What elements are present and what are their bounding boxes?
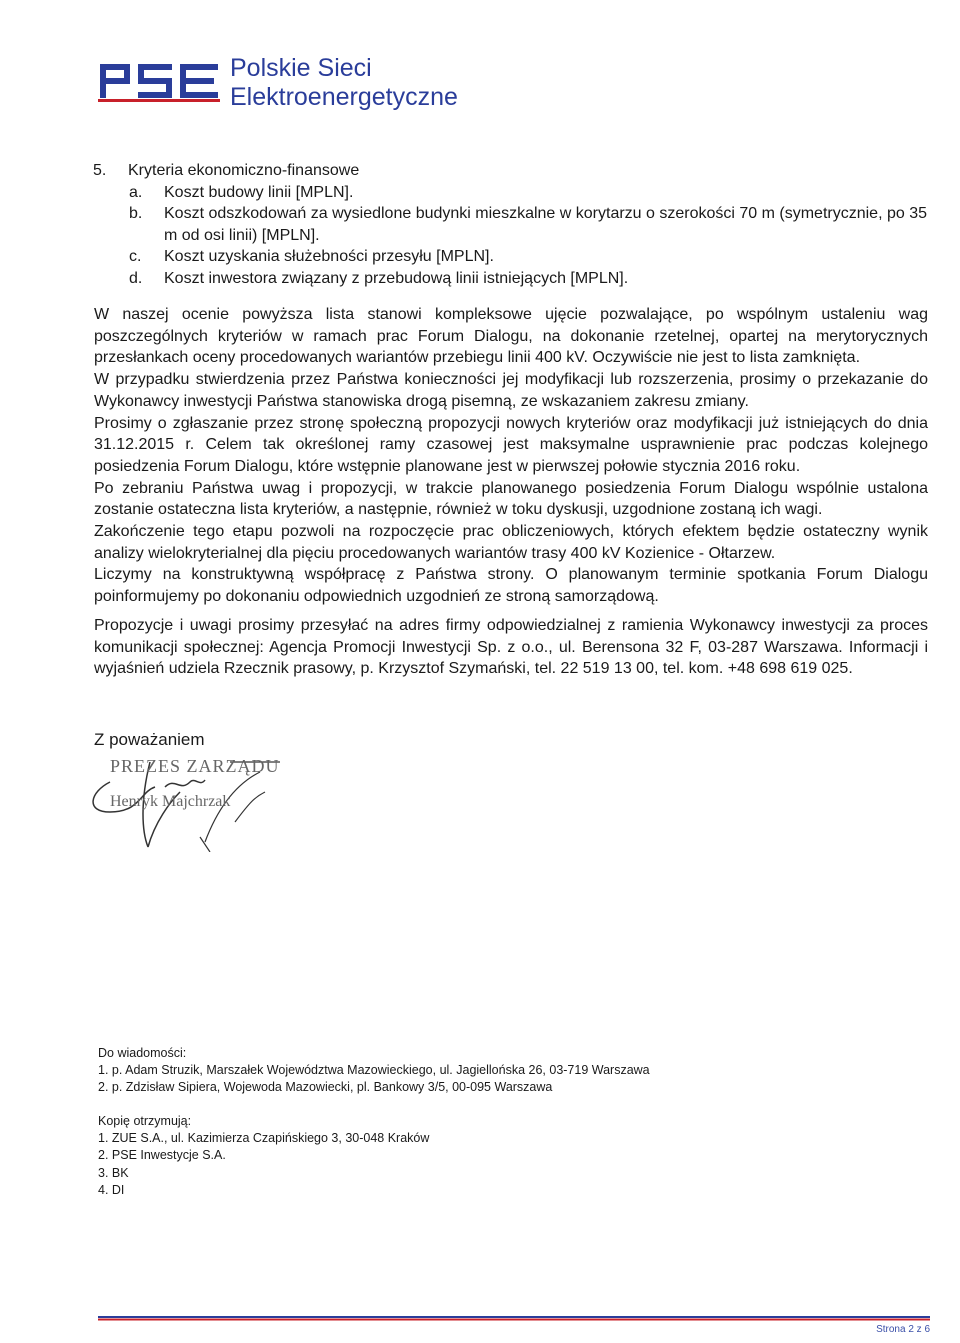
body-paragraph <box>94 304 928 608</box>
company-logo <box>98 52 478 112</box>
copy-recipient-item: 1. ZUE S.A., ul. Kazimierza Czapińskiego 3, 30-048 Kraków <box>98 1131 430 1146</box>
company-name-line2: Elektroenergetyczne <box>230 83 458 111</box>
body-sentence: W przypadku stwierdzenia przez Państwa konieczności jej modyfikacji lub rozszerzenia, prosimy o przekazanie do Wykonawcy inwestycji Państwa stanowiska drogą pisemną, ze wskazaniem zakresu zmiany. <box>94 371 928 410</box>
criteria-title: Kryteria ekonomiczno-finansowe <box>128 162 360 179</box>
recipient-item: 2. p. Zdzisław Sipiera, Wojewoda Mazowiecki, pl. Bankowy 3/5, 00-095 Warszawa <box>98 1080 553 1095</box>
copy-recipient-item: 4. DI <box>98 1182 125 1197</box>
pse-logo-icon <box>98 58 223 104</box>
body-sentence: W naszej ocenie powyższa lista stanowi kompleksowe ujęcie pozwalające, po wspólnym ustaleniu wag poszczególnych kryteriów w ramach prac Forum Dialogu, na dokonanie rzetelnej, opartej na merytorycznych przesłankach oceny procedowanych wariantów przebiegu linii 400 kV. Oczywiście nie jest to lista zamknięta. <box>94 306 928 367</box>
contact-paragraph <box>94 615 928 680</box>
company-name <box>230 54 458 112</box>
criteria-item-text: Koszt odszkodowań za wysiedlone budynki mieszkalne w korytarzu o szerokości 70 m (symetrycznie, po 35 m od osi linii) [MPLN]. <box>164 205 927 244</box>
criteria-item-letter: b. <box>129 205 143 222</box>
copies-section <box>98 1113 429 1199</box>
body-sentence: Prosimy o zgłaszanie przez stronę społeczną propozycji nowych kryteriów oraz modyfikacji już istniejących do dnia 31.12.2015 r. Celem tak określonej ramy czasowej jest maksymalne usprawnienie prac podczas kolejnego posiedzenia Forum Dialogu, które wstępnie planowane jest w pierwszej połowie stycznia 2016 roku. <box>94 414 928 475</box>
body-sentence: Zakończenie tego etapu pozwoli na rozpoczęcie prac obliczeniowych, których efektem będzie ostateczny wynik analizy wielokryterialnej dla pięciu procedowanych wariantów trasy 400 kV Kozienice - Ołtarzew. <box>94 523 928 562</box>
stamp-title: PREZES ZARZĄDU <box>110 756 280 776</box>
copy-recipient-item: 3. BK <box>98 1165 129 1180</box>
criteria-item <box>129 246 933 268</box>
criteria-item-letter: c. <box>129 248 142 265</box>
recipient-item: 1. p. Adam Struzik, Marszałek Województwa Mazowieckiego, ul. Jagiellońska 26, 03-719 Warszawa <box>98 1063 650 1078</box>
copy-recipient-item: 2. PSE Inwestycje S.A. <box>98 1148 226 1163</box>
contact-text: Propozycje i uwagi prosimy przesyłać na adres firmy odpowiedzialnej z ramienia Wykonawcy inwestycji za proces komunikacji społecznej: Agencja Promocji Inwestycji Sp. z o.o., ul. Berensona 32 F, 03-287 Warszawa. Informacji i wyjaśnień udziela Rzecznik prasowy, p. Krzysztof Szymański, tel. 22 519 13 00, tel. kom. +48 698 619 025. <box>94 617 928 678</box>
criteria-section <box>93 160 933 289</box>
criteria-item-text: Koszt inwestora związany z przebudową linii istniejących [MPLN]. <box>164 269 629 287</box>
recipients-info-section <box>98 1045 650 1097</box>
footer-divider <box>98 1316 930 1321</box>
company-name-line1: Polskie Sieci <box>230 54 372 82</box>
criteria-item-letter: d. <box>129 269 143 287</box>
criteria-number: 5. <box>93 162 107 179</box>
criteria-item <box>129 203 933 246</box>
body-sentence: Po zebraniu Państwa uwag i propozycji, w trakcie planowanego posiedzenia Forum Dialogu wspólnie ustalona zostanie ostateczna lista kryteriów, a następnie, również w toku dyskusji, uzgodnione zostaną ich wagi. <box>94 479 928 519</box>
copies-heading: Kopię otrzymują: <box>98 1114 192 1128</box>
criteria-item-text: Koszt uzyskania służebności przesyłu [MPLN]. <box>164 248 494 265</box>
closing-salutation: Z poważaniem <box>94 730 205 749</box>
recipients-info-heading: Do wiadomości: <box>98 1046 187 1060</box>
body-sentence: Liczymy na konstruktywną współpracę z Państwa strony. O planowanym terminie spotkania Forum Dialogu poinformujemy po dokonaniu odpowiednich uzgodnień ze stroną samorządową. <box>94 566 928 606</box>
criteria-heading <box>93 160 933 182</box>
page-number: Strona 2 z 6 <box>876 1324 930 1335</box>
criteria-item <box>129 268 933 290</box>
criteria-item-letter: a. <box>129 183 143 201</box>
criteria-item <box>129 182 933 204</box>
criteria-item-text: Koszt budowy linii [MPLN]. <box>164 183 354 201</box>
stamp-name: Henryk Majchrzak <box>110 793 231 810</box>
